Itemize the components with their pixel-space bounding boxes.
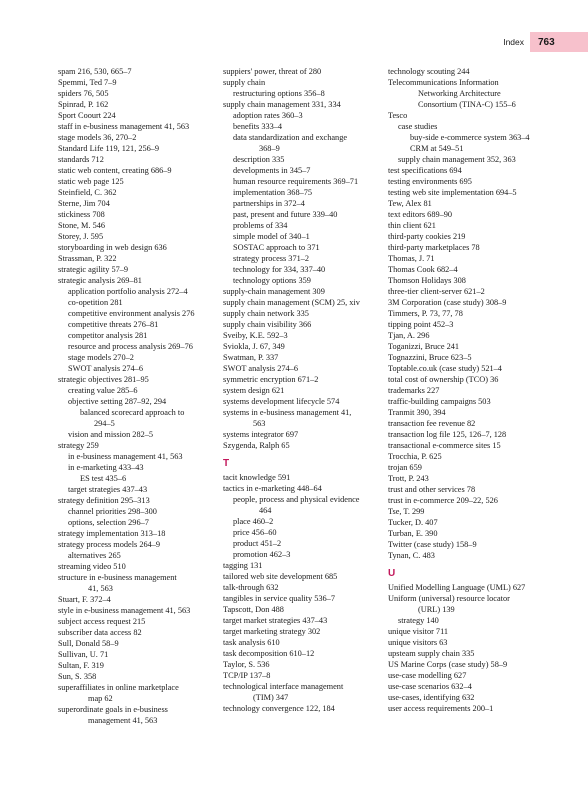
index-entry: subject access request 215 — [58, 617, 146, 626]
index-entry: unique visitor 711 — [388, 627, 449, 636]
index-entry: Tjan, A. 296 — [388, 331, 430, 340]
index-entry: transaction log file 125, 126–7, 128 — [388, 430, 507, 439]
index-entry: supply chain — [223, 78, 266, 87]
index-entry: Trott, P. 243 — [388, 474, 429, 483]
index-entry: technological interface management — [223, 682, 344, 691]
index-entry: Sun, S. 358 — [58, 672, 97, 681]
index-entry: Toganizzi, Bruce 241 — [388, 342, 460, 351]
index-subentry: price 456–60 — [233, 528, 277, 537]
index-entry: stage models 36, 270–2 — [58, 133, 137, 142]
index-subentry: developments in 345–7 — [233, 166, 311, 175]
index-entry: Timmers, P. 73, 77, 78 — [388, 309, 463, 318]
index-entry: Tapscott, Don 488 — [223, 605, 284, 614]
index-entry: Networking Architecture — [418, 89, 501, 98]
page-number: 763 — [538, 36, 555, 48]
index-subentry: co-opetition 281 — [68, 298, 123, 307]
index-subentry: people, process and physical evidence — [233, 495, 360, 504]
index-entry: 294–5 — [94, 419, 115, 428]
index-entry: strategy process models 264–9 — [58, 540, 161, 549]
index-entry: strategic agility 57–9 — [58, 265, 129, 274]
index-entry: testing web site implementation 694–5 — [388, 188, 517, 197]
index-entry: technology scouting 244 — [388, 67, 470, 76]
index-entry: third-party cookies 219 — [388, 232, 466, 241]
index-subentry: resource and process analysis 269–76 — [68, 342, 193, 351]
index-entry: tacit knowledge 591 — [223, 473, 291, 482]
index-entry: traffic-building campaigns 503 — [388, 397, 491, 406]
index-entry: target market strategies 437–43 — [223, 616, 328, 625]
index-entry: test specifications 694 — [388, 166, 462, 175]
index-entry: streaming video 510 — [58, 562, 126, 571]
index-section-letter: U — [388, 568, 396, 579]
index-entry: user access requirements 200–1 — [388, 704, 494, 713]
index-entry: tactics in e-marketing 448–64 — [223, 484, 322, 493]
index-entry: style in e-business management 41, 563 — [58, 606, 191, 615]
index-subentry: case studies — [398, 122, 438, 131]
index-entry: talk-through 632 — [223, 583, 279, 592]
index-subentry: strategy 140 — [398, 616, 439, 625]
index-subentry: adoption rates 360–3 — [233, 111, 303, 120]
index-subentry: description 335 — [233, 155, 285, 164]
index-entry: total cost of ownership (TCO) 36 — [388, 375, 499, 384]
index-entry: use-cases, identifying 632 — [388, 693, 475, 702]
index-entry: thin client 621 — [388, 221, 436, 230]
index-subentry: in e-business management 41, 563 — [68, 452, 183, 461]
index-entry: staff in e-business management 41, 563 — [58, 122, 190, 131]
index-entry: static web page 125 — [58, 177, 124, 186]
page-number-tab — [530, 32, 588, 52]
index-entry: Tranmit 390, 394 — [388, 408, 446, 417]
index-entry: suppiers' power, threat of 280 — [223, 67, 322, 76]
index-subentry: technology options 359 — [233, 276, 311, 285]
index-entry: Tynan, C. 483 — [388, 551, 435, 560]
index-section-letter: T — [223, 458, 230, 469]
index-subentry: technology for 334, 337–40 — [233, 265, 326, 274]
index-entry: Steinfield, C. 362 — [58, 188, 117, 197]
index-entry: system design 621 — [223, 386, 285, 395]
index-entry: Swatman, P. 337 — [223, 353, 279, 362]
index-subentry: strategy process 371–2 — [233, 254, 310, 263]
index-subentry: buy-side e-commerce system 363–4 — [410, 133, 530, 142]
index-entry: task analysis 610 — [223, 638, 280, 647]
index-subentry: benefits 333–4 — [233, 122, 283, 131]
index-entry: Tognazzini, Bruce 623–5 — [388, 353, 472, 362]
index-subentry: channel priorities 298–300 — [68, 507, 157, 516]
index-entry: Telecommunications Information — [388, 78, 499, 87]
index-subentry: options, selection 296–7 — [68, 518, 149, 527]
index-entry: trademarks 227 — [388, 386, 440, 395]
index-subentry: SOSTAC approach to 371 — [233, 243, 320, 252]
index-entry: Tew, Alex 81 — [388, 199, 432, 208]
index-entry: Sull, Donald 58–9 — [58, 639, 119, 648]
index-entry: Spinrad, P. 162 — [58, 100, 109, 109]
index-entry: Toptable.co.uk (case study) 521–4 — [388, 364, 502, 373]
index-entry: superordinate goals in e-business — [58, 705, 168, 714]
index-entry: supply chain visibility 366 — [223, 320, 312, 329]
index-subentry: objective setting 287–92, 294 — [68, 397, 167, 406]
index-entry: trojan 659 — [388, 463, 422, 472]
index-entry: transactional e-commerce sites 15 — [388, 441, 501, 450]
index-subentry: alternatives 265 — [68, 551, 121, 560]
index-entry: map 62 — [88, 694, 113, 703]
index-entry: tangibles in service quality 536–7 — [223, 594, 335, 603]
index-entry: subscriber data access 82 — [58, 628, 142, 637]
index-subentry: data standardization and exchange — [233, 133, 348, 142]
index-subentry: application portfolio analysis 272–4 — [68, 287, 188, 296]
index-entry: task decomposition 610–12 — [223, 649, 315, 658]
index-entry: strategic analysis 269–81 — [58, 276, 142, 285]
index-entry: Thomas, J. 71 — [388, 254, 435, 263]
index-subentry: vision and mission 282–5 — [68, 430, 154, 439]
index-entry: Sterne, Jim 704 — [58, 199, 110, 208]
index-entry: management 41, 563 — [88, 716, 158, 725]
index-entry: testing environments 695 — [388, 177, 472, 186]
index-entry: Trocchia, P. 625 — [388, 452, 442, 461]
index-subentry: simple model of 340–1 — [233, 232, 310, 241]
index-entry: US Marine Corps (case study) 58–9 — [388, 660, 508, 669]
index-subentry: ES test 435–6 — [80, 474, 127, 483]
index-entry: Unified Modelling Language (UML) 627 — [388, 583, 526, 592]
index-entry: 368–9 — [259, 144, 280, 153]
index-entry: TCP/IP 137–8 — [223, 671, 271, 680]
index-entry: third-party marketplaces 78 — [388, 243, 480, 252]
index-entry: Consortium (TINA-C) 155–6 — [418, 100, 516, 109]
index-entry: systems in e-business management 41, — [223, 408, 352, 417]
index-entry: transaction fee revenue 82 — [388, 419, 476, 428]
index-entry: Storey, J. 595 — [58, 232, 104, 241]
running-header — [503, 32, 588, 52]
index-entry: target marketing strategy 302 — [223, 627, 321, 636]
index-subentry: SWOT analysis 274–6 — [68, 364, 143, 373]
running-header-label: Index — [503, 37, 524, 47]
index-entry: Spemmi, Ted 7–9 — [58, 78, 117, 87]
index-entry: static web content, creating 686–9 — [58, 166, 172, 175]
index-entry: structure in e-business management — [58, 573, 177, 582]
index-entry: tipping point 452–3 — [388, 320, 454, 329]
index-subentry: balanced scorecard approach to — [80, 408, 185, 417]
index-entry: text editors 689–90 — [388, 210, 453, 219]
index-entry: standards 712 — [58, 155, 104, 164]
index-entry: systems integrator 697 — [223, 430, 299, 439]
index-entry: Taylor, S. 536 — [223, 660, 270, 669]
index-entry: Szygenda, Ralph 65 — [223, 441, 290, 450]
index-entry: use-case scenarios 632–4 — [388, 682, 472, 691]
index-subentry: problems of 334 — [233, 221, 288, 230]
index-subentry: restructuring options 356–8 — [233, 89, 325, 98]
index-entry: SWOT analysis 274–6 — [223, 364, 298, 373]
index-entry: Sullivan, U. 71 — [58, 650, 109, 659]
index-subentry: place 460–2 — [233, 517, 274, 526]
index-entry: Tse, T. 299 — [388, 507, 425, 516]
index-entry: spam 216, 530, 665–7 — [58, 67, 132, 76]
index-entry: supply chain management (SCM) 25, xiv — [223, 298, 360, 307]
index-subentry: target strategies 437–43 — [68, 485, 148, 494]
index-subentry: product 451–2 — [233, 539, 282, 548]
index-subentry: creating value 285–6 — [68, 386, 138, 395]
index-entry: Sport Coourt 224 — [58, 111, 116, 120]
index-entry: stickiness 708 — [58, 210, 105, 219]
index-entry: tagging 131 — [223, 561, 263, 570]
index-entry: symmetric encryption 671–2 — [223, 375, 319, 384]
index-entry: 3M Corporation (case study) 308–9 — [388, 298, 507, 307]
index-subentry: human resource requirements 369–71 — [233, 177, 359, 186]
index-entry: Tesco — [388, 111, 408, 120]
index-subentry: competitive environment analysis 276 — [68, 309, 195, 318]
index-entry: supply chain network 335 — [223, 309, 309, 318]
index-entry: Thomson Holidays 308 — [388, 276, 466, 285]
index-entry: Twitter (case study) 158–9 — [388, 540, 477, 549]
index-entry: spiders 76, 505 — [58, 89, 109, 98]
index-column-3 — [388, 66, 551, 726]
index-subentry: implementation 368–75 — [233, 188, 313, 197]
index-subentry: in e-marketing 433–43 — [68, 463, 144, 472]
index-entry: trust and other services 78 — [388, 485, 476, 494]
index-columns — [58, 66, 551, 726]
index-entry: three-tier client-server 621–2 — [388, 287, 485, 296]
index-entry: strategy 259 — [58, 441, 99, 450]
index-subentry: partnerships in 372–4 — [233, 199, 305, 208]
index-entry: Strassman, P. 322 — [58, 254, 117, 263]
index-subentry: promotion 462–3 — [233, 550, 291, 559]
index-entry: 563 — [253, 419, 266, 428]
index-entry: superaffiliates in online marketplace — [58, 683, 179, 692]
index-entry: upsteam supply chain 335 — [388, 649, 475, 658]
index-column-2 — [223, 66, 386, 726]
index-entry: Uniform (universal) resource locator — [388, 594, 510, 603]
index-entry: Thomas Cook 682–4 — [388, 265, 458, 274]
index-entry: Sviokla, J. 67, 349 — [223, 342, 285, 351]
index-entry: unique visitors 63 — [388, 638, 448, 647]
index-entry: systems development lifecycle 574 — [223, 397, 340, 406]
index-entry: (URL) 139 — [418, 605, 455, 614]
index-subentry: competitive threats 276–81 — [68, 320, 159, 329]
index-entry: trust in e-commerce 209–22, 526 — [388, 496, 498, 505]
index-subentry: competitor analysis 281 — [68, 331, 148, 340]
index-subentry: CRM at 549–51 — [410, 144, 464, 153]
index-entry: strategy implementation 313–18 — [58, 529, 166, 538]
index-entry: Tucker, D. 407 — [388, 518, 438, 527]
index-entry: technology convergence 122, 184 — [223, 704, 335, 713]
index-entry: Turban, E. 390 — [388, 529, 438, 538]
index-entry: Sultan, F. 319 — [58, 661, 104, 670]
index-entry: supply chain management 331, 334 — [223, 100, 341, 109]
index-entry: 41, 563 — [88, 584, 113, 593]
index-entry: strategy definition 295–313 — [58, 496, 150, 505]
index-entry: 464 — [259, 506, 272, 515]
index-entry: supply-chain management 309 — [223, 287, 325, 296]
index-subentry: past, present and future 339–40 — [233, 210, 338, 219]
index-entry: Stuart, F. 372–4 — [58, 595, 111, 604]
index-subentry: supply chain management 352, 363 — [398, 155, 516, 164]
index-entry: storyboarding in web design 636 — [58, 243, 167, 252]
index-entry: (TIM) 347 — [253, 693, 289, 702]
index-entry: use-case modelling 627 — [388, 671, 467, 680]
index-entry: Sveiby, K.E. 592–3 — [223, 331, 288, 340]
index-column-1 — [58, 66, 221, 726]
index-entry: tailored web site development 685 — [223, 572, 338, 581]
index-entry: Stone, M. 546 — [58, 221, 106, 230]
index-entry: strategic objectives 281–95 — [58, 375, 149, 384]
index-entry: Standard Life 119, 121, 256–9 — [58, 144, 160, 153]
index-subentry: stage models 270–2 — [68, 353, 134, 362]
